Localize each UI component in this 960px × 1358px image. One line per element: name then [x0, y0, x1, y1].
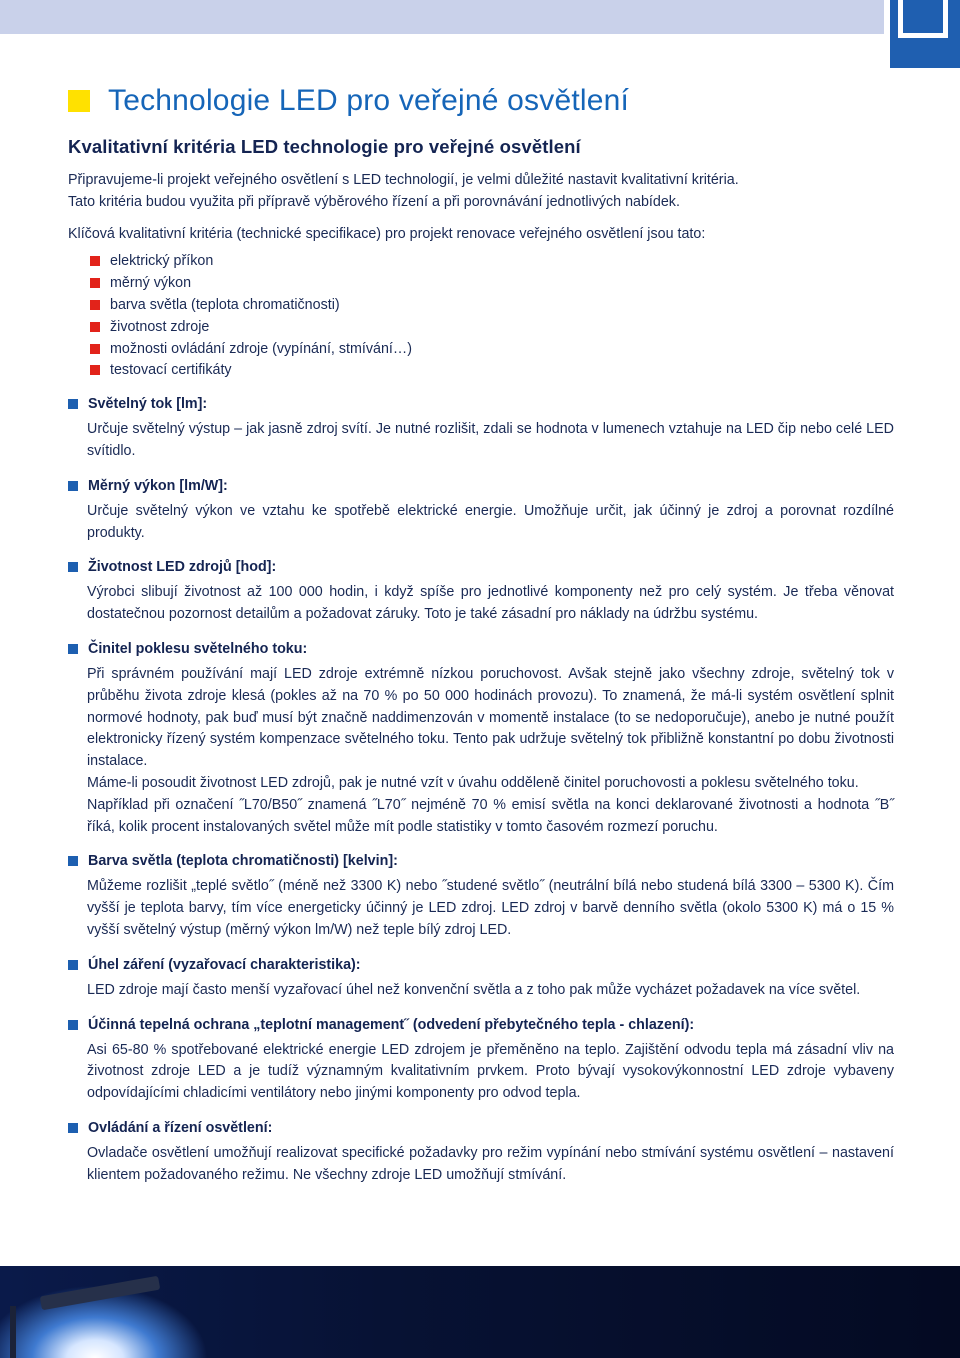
- section-efficacy: [68, 475, 894, 545]
- section-text: Výrobci slibují životnost až 100 000 hodin, i když spíše pro jednotlivé komponenty než pro celý systém. Je třeba věnovat dostatečnou pozornost detailům a požadovat záruky. Toto je také zásadní pro náklady na údržbu systému.: [87, 584, 894, 623]
- section-thermal-management: [68, 1014, 894, 1105]
- list-item: elektrický příkon: [90, 251, 894, 273]
- section-heading: Světelný tok [lm]:: [88, 396, 208, 413]
- page-subtitle: Kvalitativní kritéria LED technologie pro veřejné osvětlení: [68, 136, 581, 157]
- title-square-icon: [68, 90, 90, 112]
- list-item: barva světla (teplota chromatičnosti): [90, 294, 894, 316]
- red-bullet-icon: [90, 278, 100, 288]
- intro-line: Tato kritéria budou využita při přípravě výběrového řízení a při porovnávání jednotlivých nabídek.: [68, 193, 680, 210]
- section-text: Asi 65-80 % spotřebované elektrické energie LED zdrojem je přeměněno na teplo. Zajištění odvodu tepla má zásadní vliv na životnost zdroje LED a je tudíž významným kvalitativním prvkem. Proto bývají vysokovýkonnostní LED zdroje vybaveny odpovídajícími chladicími ventilátory nebo jinými komponenty pro odvod tepla.: [87, 1041, 894, 1102]
- section-text: Při správném používání mají LED zdroje extrémně nízkou poruchovost. Avšak stejně jako všechny zdroje, světelný tok v průběhu života zdroje klesá (pokles až na 70 % po 50 000 hodinách provozu). To znamená, že má-li systém osvětlení splnit normové hodnoty, pak buď musí být značně naddimenzován v momentě instalace (to se nedoporučuje), anebo je nutné použít elektronicky řízený systém kompenzace světelného toku. Tento pak udržuje světelný tok přibližně konstantní po dobu životnosti instalace.: [87, 666, 894, 770]
- red-bullet-icon: [90, 256, 100, 266]
- section-heading: Životnost LED zdrojů [hod]:: [88, 559, 277, 576]
- section-depreciation: [68, 638, 894, 838]
- section-heading: Činitel poklesu světelného toku:: [88, 641, 308, 658]
- intro-line: Připravujeme-li projekt veřejného osvětlení s LED technologií, je velmi důležité nastavit kvalitativní kritéria.: [68, 172, 739, 188]
- red-bullet-icon: [90, 300, 100, 310]
- street-lamp-head: [40, 1276, 161, 1311]
- list-item: měrný výkon: [90, 272, 894, 294]
- blue-bullet-icon: [68, 481, 78, 491]
- streetlight-photo: [0, 1266, 960, 1358]
- corner-logo: [890, 0, 960, 68]
- blue-bullet-icon: [68, 644, 78, 654]
- section-lifetime: [68, 556, 894, 626]
- section-lighting-control: [68, 1117, 894, 1187]
- blue-bullet-icon: [68, 1020, 78, 1030]
- section-text: Určuje světelný výkon ve vztahu ke spotřebě elektrické energie. Umožňuje určit, jak účinný je zdroj a porovnat rozdílné produkty.: [87, 502, 894, 541]
- red-bullet-icon: [90, 344, 100, 354]
- blue-bullet-icon: [68, 562, 78, 572]
- blue-bullet-icon: [68, 960, 78, 970]
- section-heading: Účinná tepelná ochrana „teplotní management˝ (odvedení přebytečného tepla - chlazení):: [88, 1016, 695, 1033]
- blue-bullet-icon: [68, 1123, 78, 1133]
- list-item: testovací certifikáty: [90, 359, 894, 381]
- criteria-list: [90, 251, 894, 382]
- section-text: Ovladače osvětlení umožňují realizovat specifické požadavky pro režim vypínání nebo stmívání systému osvětlení – nastavení klientem požadovaného režimu. Ne všechny zdroje LED umožňují stmívání.: [87, 1145, 894, 1183]
- street-lamp-pole: [10, 1306, 16, 1358]
- section-luminous-flux: [68, 393, 894, 463]
- header-band: [0, 0, 884, 34]
- section-text: Určuje světelný výstup – jak jasně zdroj svítí. Je nutné rozlišit, zdali se hodnota v lumenech vztahuje na LED čip nebo celé LED svítidlo.: [87, 421, 894, 460]
- title-row: [68, 84, 629, 118]
- section-heading: Měrný výkon [lm/W]:: [88, 477, 228, 494]
- section-heading: Ovládání a řízení osvětlení:: [88, 1120, 273, 1137]
- section-text: LED zdroje mají často menší vyzařovací úhel než konvenční světla a z toho pak může vycházet požadavek na více světel.: [87, 981, 861, 998]
- section-heading: Barva světla (teplota chromatičnosti) [kelvin]:: [88, 853, 398, 870]
- document-content: [68, 136, 894, 1199]
- criteria-intro: Klíčová kvalitativní kritéria (technické specifikace) pro projekt renovace veřejného osvětlení jsou tato:: [68, 226, 706, 242]
- list-item: životnost zdroje: [90, 316, 894, 338]
- intro-paragraph: [68, 170, 894, 213]
- section-text: Můžeme rozlišit „teplé světlo˝ (méně než 3300 K) nebo ˝studené světlo˝ (neutrální bílá nebo studená bílá 3300 – 5300 K). Čím vyšší je teplota barvy, tím více energeticky účinný je LED zdroj. LED zdroj v barvě denního světla (okolo 5300 K) má o 15 % vyšší světelný výstup (měrný výkon lm/W) než teple bílý zdroj LED.: [87, 878, 894, 939]
- page-title: Technologie LED pro veřejné osvětlení: [108, 84, 630, 117]
- section-color-temperature: [68, 850, 894, 941]
- red-bullet-icon: [90, 365, 100, 375]
- red-bullet-icon: [90, 322, 100, 332]
- section-heading: Úhel záření (vyzařovací charakteristika):: [88, 956, 361, 973]
- list-item: možnosti ovládání zdroje (vypínání, stmívání…): [90, 338, 894, 360]
- section-text: Například při označení ˝L70/B50˝ znamená ˝L70˝ nejméně 70 % emisí světla na konci deklarované životnosti a hodnota ˝B˝ říká, kolik procent instalovaných světel může mít podle statistiky v tomto časovém rozmezí poruchu.: [87, 796, 894, 835]
- section-beam-angle: [68, 954, 894, 1002]
- section-text: Máme-li posoudit životnost LED zdrojů, pak je nutné vzít v úvahu odděleně činitel poruchovosti a poklesu světelného toku.: [87, 775, 859, 792]
- blue-bullet-icon: [68, 399, 78, 409]
- blue-bullet-icon: [68, 856, 78, 866]
